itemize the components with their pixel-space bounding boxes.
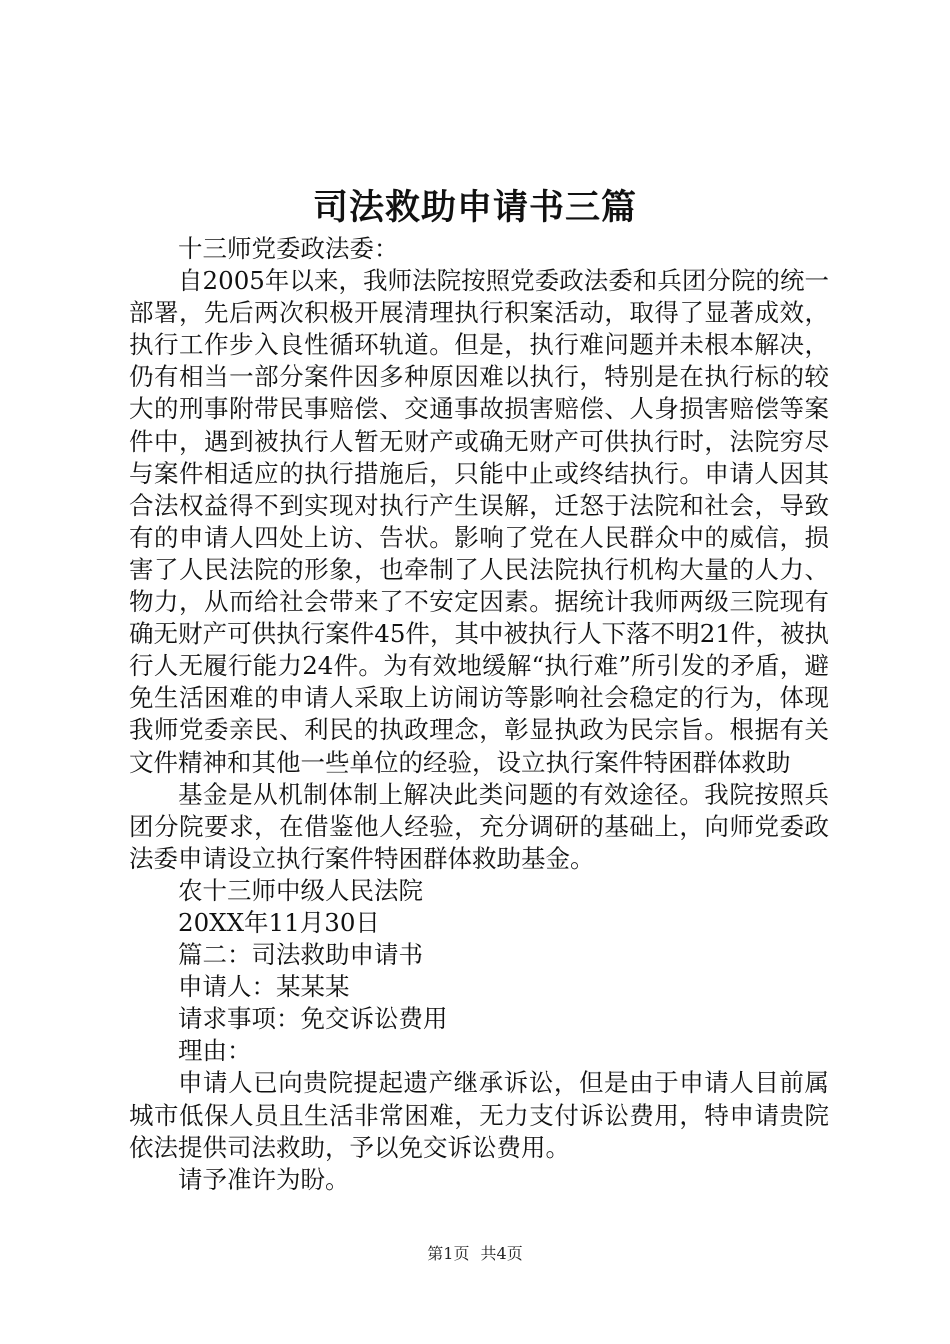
page-current: 第1页 <box>427 1244 470 1263</box>
request-item: 请求事项：免交诉讼费用 <box>178 1004 448 1034</box>
reason-label: 理由： <box>178 1036 252 1066</box>
applicant: 申请人：某某某 <box>178 972 350 1002</box>
paragraph-2: 基金是从机制体制上解决此类问题的有效途径。我院按照兵团分院要求，在借鉴他人经验，充分调研的基础上，向师党委政法委申请设立执行案件特困群体救助基金。 <box>129 779 829 873</box>
reason-text: 申请人已向贵院提起遗产继承诉讼，但是由于申请人目前属城市低保人员且生活非常困难，无力支付诉讼费用，特申请贵院依法提供司法救助，予以免交诉讼费用。 <box>129 1068 829 1162</box>
page-total: 共4页 <box>480 1244 523 1263</box>
salutation: 十三师党委政法委： <box>178 234 399 263</box>
closing: 请予准许为盼。 <box>178 1164 350 1194</box>
paragraph-1: 自2005年以来，我师法院按照党委政法委和兵团分院的统一部署，先后两次积极开展清理执行积案活动，取得了显著成效，执行工作步入良性循环轨道。但是，执行难问题并未根本解决，仍有相当一部分案件因多种原因难以执行，特别是在执行标的较大的刑事附带民事赔偿、交通事故损害赔偿、人身损害赔偿等案件中，遇到被执行人暂无财产或确无财产可供执行时，法院穷尽与案件相适应的执行措施后，只能中止或终结执行。申请人因其合法权益得不到实现对执行产生误解，迁怒于法院和社会，导致有的申请人四处上访、告状。影响了党在人民群众中的威信，损害了人民法院的形象，也牵制了人民法院执行机构大量的人力、物力，从而给社会带来了不安定因素。据统计我师两级三院现有确无财产可供执行案件45件，其中被执行人下落不明21件，被执行人无履行能力24件。为有效地缓解“执行难”所引发的矛盾，避免生活困难的申请人采取上访闹访等影响社会稳定的行为，体现我师党委亲民、利民的执政理念，彰显执政为民宗旨。根据有关文件精神和其他一些单位的经验，设立执行案件特困群体救助 <box>129 266 829 777</box>
page-footer <box>0 1242 950 1266</box>
document-body <box>129 233 829 1196</box>
document-title: 司法救助申请书三篇 <box>312 187 637 228</box>
part-two-heading: 篇二：司法救助申请书 <box>178 940 423 970</box>
date: 20XX年11月30日 <box>178 907 380 937</box>
signature: 农十三师中级人民法院 <box>178 875 423 905</box>
